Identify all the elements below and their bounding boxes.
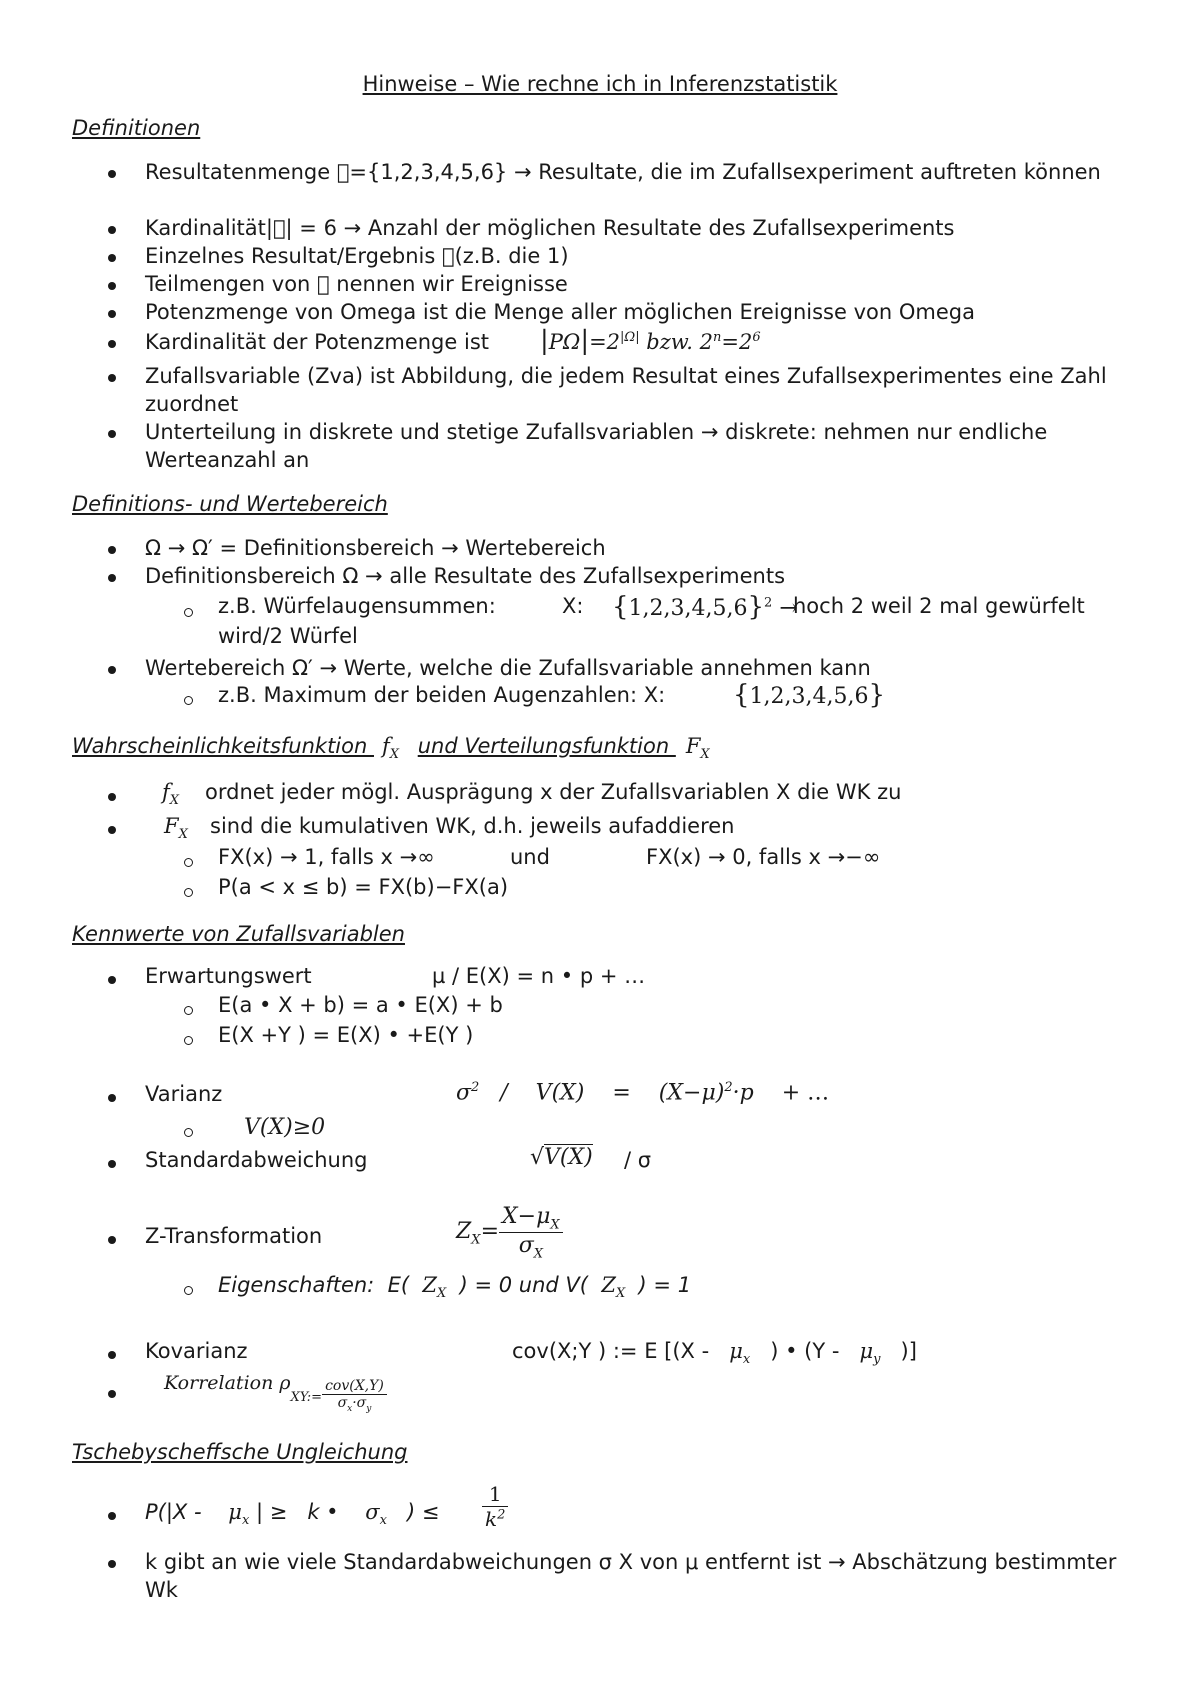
- varianz-sub: V(X)≥0: [244, 1115, 326, 1140]
- list-item: Einzelnes Resultat/Ergebnis (z.B. die 1): [145, 244, 556, 268]
- sub-item: hoch 2 weil 2 mal gewürfelt: [793, 594, 1085, 618]
- kovarianz-formula: cov(X;Y ) := E [($X - \mu_x$ ) • ($Y - \mu_y$ )]: [512, 1339, 917, 1368]
- sub-bullet-icon: [184, 1006, 193, 1015]
- list-item: Ω → Ω′ = Definitionsbereich → Wertebereich: [145, 536, 606, 560]
- erwartungswert-label: Erwartungswert: [145, 964, 312, 988]
- korrelation-formula: Korrelation $\rho_{XY:=}$ $\frac{\text{cov(X,Y)}}{\sigma_x\cdot\sigma_y}$: [164, 1366, 387, 1402]
- list-item: Unterteilung in diskrete und stetige Zufallsvariablen → diskrete: nehmen nur endliche Werteanzahl an: [145, 420, 1048, 472]
- potenz-formula: $|P\Omega|=2^{|\Omega|}$ bzw. $2^n=2^6$: [540, 326, 761, 356]
- bullet-icon: [108, 254, 116, 262]
- bullet-icon: [108, 793, 116, 801]
- sub-item: z.B. Maximum der beiden Augenzahlen: X:: [218, 683, 666, 707]
- heading-part-verteilung: und Verteilungsfunktion: [417, 734, 676, 758]
- sub-bullet-icon: [184, 888, 193, 897]
- bullet-icon: [108, 1351, 116, 1359]
- bullet-icon: [108, 310, 116, 318]
- sub-item: FX(x) → 0, falls x →−∞: [646, 845, 881, 869]
- section-heading-wk-funktion: [72, 734, 710, 762]
- fx-symbol: $f_X$: [162, 780, 180, 809]
- fx-symbol: $f_X$: [381, 734, 400, 763]
- sub-item: z.B. Würfelaugensummen:: [218, 594, 496, 618]
- maximum-set-formula: {1,2,3,4,5,6}: [733, 680, 886, 710]
- varianz-label: Varianz: [145, 1082, 223, 1106]
- sub-item: und: [510, 845, 550, 869]
- z-transformation-label: Z-Transformation: [145, 1224, 323, 1248]
- sub-bullet-icon: [184, 608, 193, 617]
- section-heading-definitionen: Definitionen: [72, 116, 201, 140]
- list-item: ordnet jeder mögl. Ausprägung x der Zufallsvariablen X die WK zu: [205, 780, 902, 804]
- bullet-icon: [108, 1094, 116, 1102]
- bullet-icon: [108, 666, 116, 674]
- bullet-icon: [108, 282, 116, 290]
- list-item: Zufallsvariable (Zva) ist Abbildung, die jedem Resultat eines Zufallsexperimentes eine Zahl zuordnet: [145, 364, 1107, 416]
- list-item: Teilmengen von nennen wir Ereignisse: [145, 272, 549, 296]
- list-item: k gibt an wie viele Standardabweichungen σ X von μ entfernt ist → Abschätzung bestimmter Wk: [145, 1550, 1117, 1602]
- list-item: Kardinalität der Potenzmenge ist: [145, 330, 489, 354]
- heading-part-wk: Wahrscheinlichkeitsfunktion: [72, 734, 374, 758]
- sub-bullet-icon: [184, 1286, 193, 1295]
- bullet-icon: [108, 170, 116, 178]
- section-heading-tschebyscheff: Tschebyscheffsche Ungleichung: [72, 1440, 408, 1464]
- bullet-icon: [108, 340, 116, 348]
- sub-item: E(X +Y ) = E(X) • +E(Y ): [218, 1023, 474, 1047]
- standardabweichung-suffix: / σ: [624, 1148, 652, 1172]
- bullet-icon: [108, 374, 116, 382]
- Fx-symbol: $F_X$: [164, 814, 188, 843]
- sub-item: FX(x) → 1, falls x →∞: [218, 845, 435, 869]
- sub-bullet-icon: [184, 1036, 193, 1045]
- sub-bullet-icon: [184, 858, 193, 867]
- bullet-icon: [108, 1390, 116, 1398]
- z-transformation-formula: $Z_X=$ $\frac{X-\mu_X}{\sigma_X}$: [456, 1204, 563, 1262]
- erwartungswert-formula: µ / E(X) = n • p + …: [432, 964, 646, 988]
- bullet-icon: [108, 574, 116, 582]
- page-title: Hinweise – Wie rechne ich in Inferenzstatistik: [362, 72, 838, 96]
- bullet-icon: [108, 976, 116, 984]
- Fx-symbol: $F_X$: [685, 734, 710, 763]
- bullet-icon: [108, 826, 116, 834]
- tschebyscheff-fraction: $\frac{1}{k^2}$: [482, 1482, 508, 1531]
- list-item: sind die kumulativen WK, d.h. jeweils aufaddieren: [210, 814, 735, 838]
- section-heading-kennwerte: Kennwerte von Zufallsvariablen: [72, 922, 405, 946]
- list-item: Potenzmenge von Omega ist die Menge aller möglichen Ereignisse von Omega: [145, 300, 975, 324]
- bullet-icon: [108, 226, 116, 234]
- standardabweichung-formula: √V(X): [530, 1145, 593, 1170]
- standardabweichung-label: Standardabweichung: [145, 1148, 368, 1172]
- bullet-icon: [108, 1512, 116, 1520]
- sub-bullet-icon: [184, 1128, 193, 1137]
- bullet-icon: [108, 546, 116, 554]
- wuerfel-set-formula: $\{1,2,3,4,5,6\}^2$ →: [612, 592, 798, 622]
- list-item: Kardinalität| | = 6 → Anzahl der möglichen Resultate des Zufallsexperiments: [145, 216, 949, 240]
- tschebyscheff-formula: P(|X - $\mu_x$ | ≥ k • $\sigma_x$ ) ≤: [145, 1500, 440, 1529]
- sub-bullet-icon: [184, 696, 193, 705]
- sub-item: wird/2 Würfel: [218, 624, 358, 648]
- bullet-icon: [108, 430, 116, 438]
- sub-item: X:: [562, 594, 584, 618]
- bullet-icon: [108, 1236, 116, 1244]
- sub-item: P(a < x ≤ b) = FX(b)−FX(a): [218, 875, 509, 899]
- list-item: Resultatenmenge ={1,2,3,4,5,6} → Resultate, die im Zufallsexperiment auftreten können: [145, 160, 1089, 184]
- bullet-icon: [108, 1160, 116, 1168]
- section-heading-definitionsbereich: Definitions- und Wertebereich: [72, 492, 388, 516]
- list-item: Definitionsbereich Ω → alle Resultate des Zufallsexperiments: [145, 564, 786, 588]
- z-eigenschaften: Eigenschaften: E( $Z_X$ ) = 0 und V( $Z_X$ ) = 1: [218, 1273, 692, 1302]
- bullet-icon: [108, 1560, 116, 1568]
- kovarianz-label: Kovarianz: [145, 1339, 248, 1363]
- varianz-formula: $\sigma^2$ / V(X) = $(X-\mu)^2\cdot p$ + …: [456, 1080, 830, 1106]
- list-item: Wertebereich Ω′ → Werte, welche die Zufallsvariable annehmen kann: [145, 656, 871, 680]
- sub-item: E(a • X + b) = a • E(X) + b: [218, 993, 503, 1017]
